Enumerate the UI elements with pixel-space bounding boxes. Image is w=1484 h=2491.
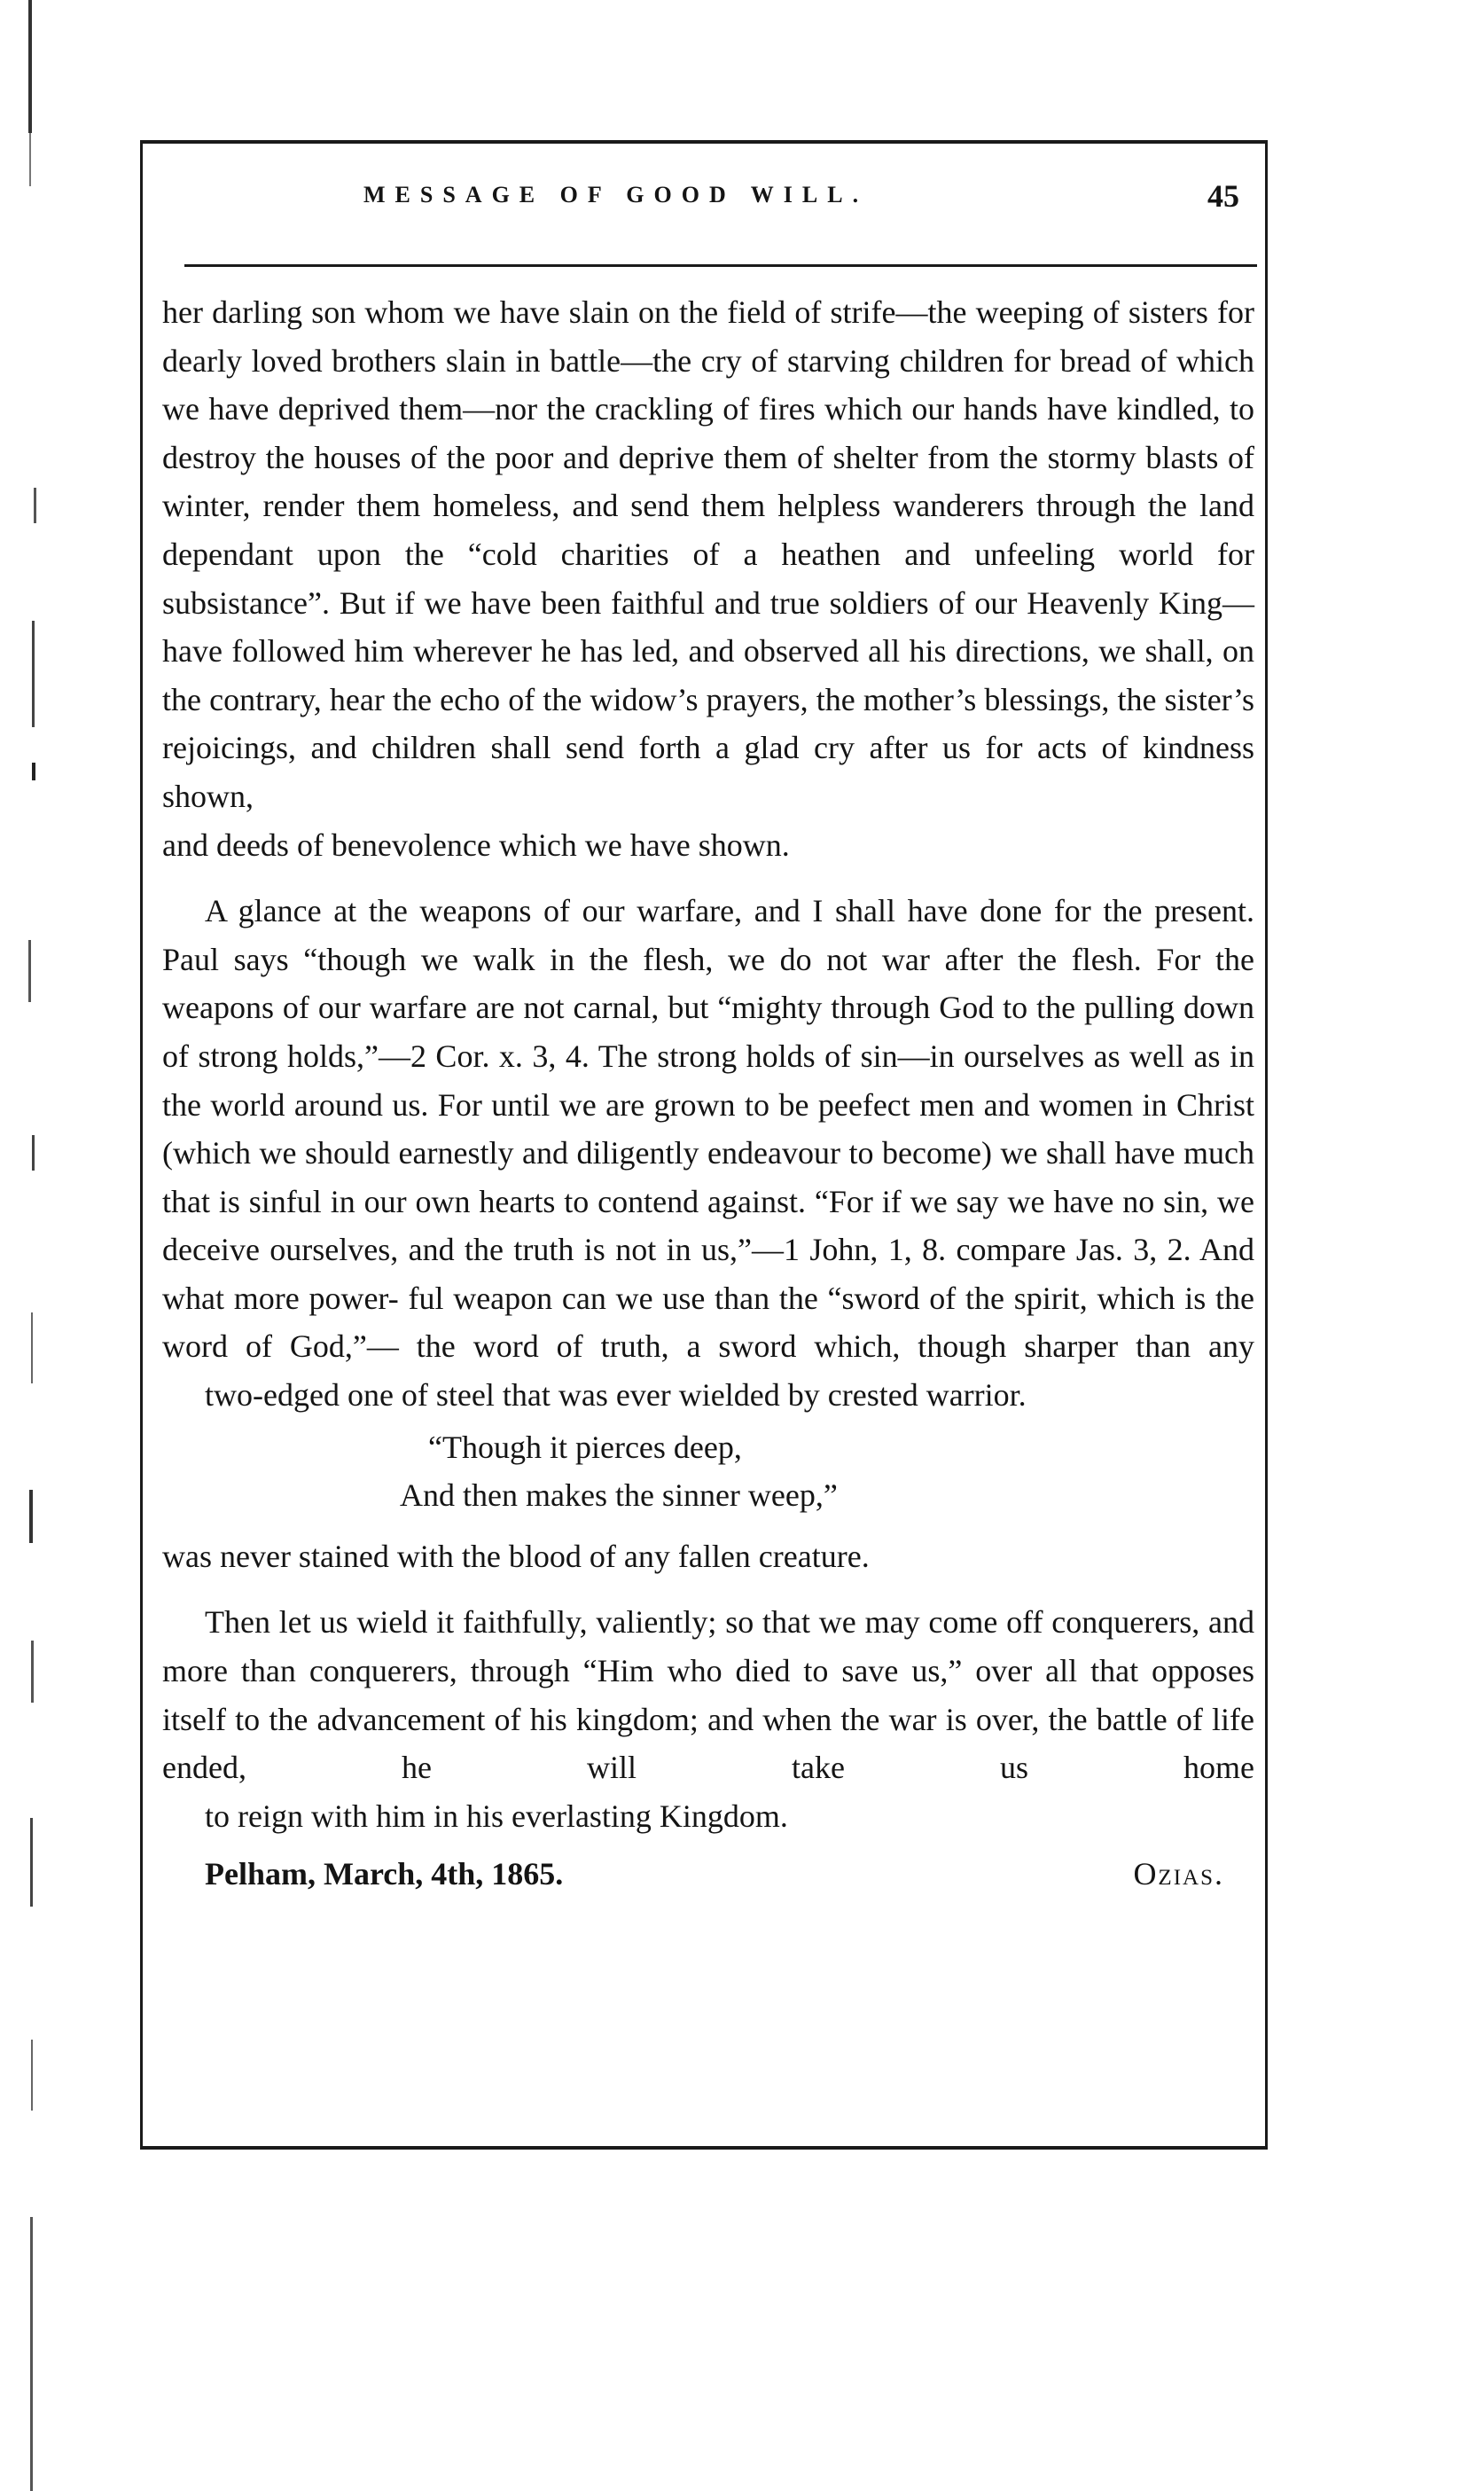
text-line: A glance at the weapons of our warfare, and I shall have done for bbox=[205, 893, 1091, 929]
text-line: “mighty through God to the pulling down of strong holds,”—2 Cor. x. bbox=[162, 990, 1254, 1074]
text-line: we shall have much that is sinful in our own hearts to contend against. bbox=[162, 1135, 1254, 1219]
signoff bbox=[162, 1840, 1254, 1893]
text-line: the widow’s prayers, the mother’s blessings, the sister’s rejoicings, and bbox=[162, 681, 1255, 766]
text-line: land dependant upon the “cold charities of a heathen and unfeeling bbox=[162, 488, 1255, 572]
text-line: us,” over all that opposes itself to the advancement of his kingdom; bbox=[162, 1653, 1255, 1737]
paragraph-1 bbox=[162, 288, 1254, 869]
poem-line: “Though it pierces deep, bbox=[428, 1429, 742, 1465]
signoff-author: Ozias. bbox=[1133, 1856, 1224, 1892]
text-line: not in us,”—1 John, 1, 8. compare Jas. 3, 2. And what more power- bbox=[162, 1232, 1255, 1316]
text-line: around us. For until we are grown to be peefect men and women in bbox=[293, 1086, 1168, 1123]
text-line-last: two-edged one of steel that was ever wielded by crested warrior. bbox=[205, 1377, 1027, 1414]
text-line: poor and deprive them of shelter from the stormy blasts of winter, bbox=[162, 439, 1254, 524]
poem-quote bbox=[162, 1423, 1254, 1520]
text-line: world for subsistance”. But if we have been faithful and true soldiers bbox=[162, 536, 1255, 621]
page-frame-bottom-rule bbox=[140, 2146, 1268, 2150]
text-line: conquerers, and more than conquerers, through “Him who died to save bbox=[162, 1604, 1254, 1689]
text-line: Then let us wield it faithfully, valiently; so that we may come off bbox=[205, 1604, 1043, 1641]
header-rule bbox=[184, 264, 1257, 267]
text-line: children for bread of which we have deprived them—nor the crackling bbox=[162, 342, 1254, 427]
text-line: children shall send forth a glad cry after us for acts of kindness shown, bbox=[162, 730, 1254, 814]
text-line: of God,”— the word of truth, a sword which, though sharper than any bbox=[245, 1328, 1255, 1365]
text-line-last: to reign with him in his everlasting Kingdom. bbox=[205, 1798, 788, 1834]
text-line: render them homeless, and send them helpless wanderers through the bbox=[262, 488, 1188, 524]
text-line: 3, 4. The strong holds of sin—in ourselves as well as in the world bbox=[162, 1038, 1254, 1123]
text-line: observed all his directions, we shall, on the contrary, hear the echo of bbox=[162, 633, 1254, 717]
running-title: MESSAGE OF GOOD WILL. bbox=[363, 182, 869, 208]
text-line: of fires which our hands have kindled, to destroy the houses of the bbox=[162, 391, 1254, 475]
text-line: ful weapon can we use than the “sword of the spirit, which is the word bbox=[162, 1280, 1254, 1365]
text-line: her darling son whom we have slain on the field of strife—the weeping bbox=[162, 294, 1084, 330]
text-line: “For if we say we have no sin, we deceive ourselves, and the truth is bbox=[162, 1183, 1254, 1268]
paragraph-2 bbox=[162, 887, 1254, 1420]
page-number: 45 bbox=[1207, 178, 1239, 214]
text-line-last: and deeds of benevolence which we have shown. bbox=[162, 826, 790, 863]
text-line: Christ (which we should earnestly and diligently endeavour to become) bbox=[162, 1086, 1255, 1171]
text-line: after the flesh. For the weapons of our warfare are not carnal, but bbox=[162, 941, 1255, 1026]
text-line: of our Heavenly King—have followed him wherever he has led, and bbox=[162, 584, 1254, 670]
scan-margin-specks bbox=[0, 0, 89, 2491]
paragraph-3 bbox=[162, 1598, 1254, 1840]
after-poem-line bbox=[162, 1532, 1254, 1581]
text-line: and when the war is over, the battle of life ended, he will take us home bbox=[162, 1701, 1255, 1786]
poem-line: And then makes the sinner weep,” bbox=[400, 1477, 838, 1514]
text-line: of sisters for dearly loved brothers slain in battle—the cry of starving bbox=[162, 294, 1255, 379]
text-line-last: was never stained with the blood of any fallen creature. bbox=[162, 1538, 870, 1574]
text-block bbox=[162, 288, 1254, 1893]
signoff-place-date: Pelham, March, 4th, 1865. bbox=[205, 1856, 564, 1892]
text-line: the present. Paul says “though we walk in the flesh, we do not war bbox=[162, 893, 1255, 977]
